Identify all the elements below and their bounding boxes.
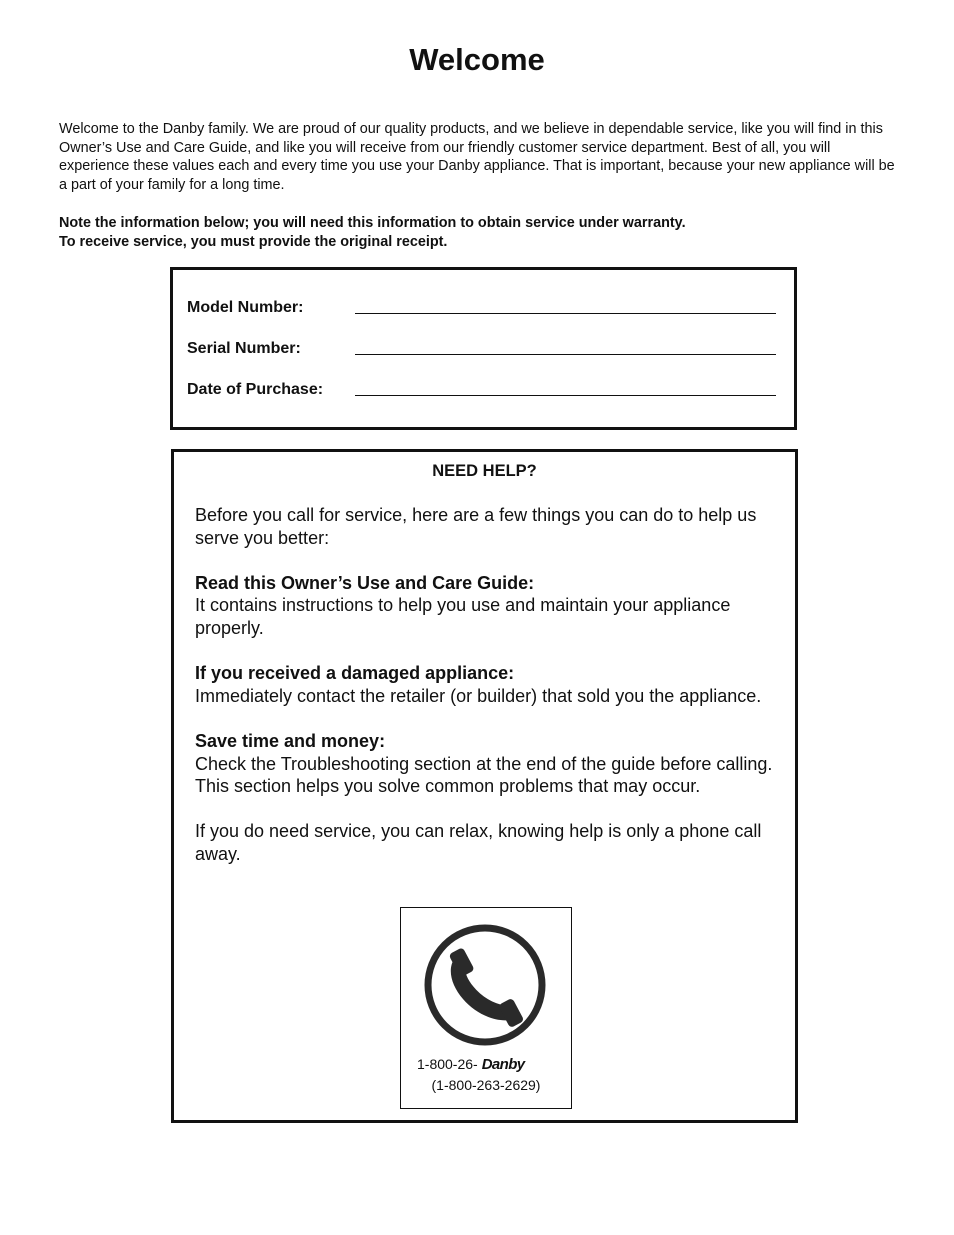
date-of-purchase-row xyxy=(187,378,776,402)
save-time-section xyxy=(195,730,785,798)
phone-icon xyxy=(423,923,547,1047)
save-time-heading: Save time and money: xyxy=(195,730,386,751)
read-guide-section xyxy=(195,572,785,640)
warranty-note-line: Note the information below; you will need this information to obtain service under warranty. xyxy=(59,215,686,231)
model-number-row xyxy=(187,296,776,320)
read-guide-text: It contains instructions to help you use and maintain your appliance properly. xyxy=(195,595,731,638)
damaged-appliance-heading: If you received a damaged appliance: xyxy=(195,663,515,684)
need-help-box xyxy=(171,449,798,1123)
damaged-appliance-section xyxy=(195,662,785,707)
help-closing: If you do need service, you can relax, knowing help is only a phone call away. xyxy=(195,821,762,864)
read-guide-heading: Read this Owner’s Use and Care Guide: xyxy=(195,572,535,593)
need-help-body xyxy=(195,504,785,888)
page-title: Welcome xyxy=(409,42,545,77)
help-intro: Before you call for service, here are a few things you can do to help us serve you better: xyxy=(195,505,757,548)
phone-prefix: 1-800-26- xyxy=(417,1056,478,1072)
phone-contact-box xyxy=(400,907,572,1109)
serial-number-row xyxy=(187,337,776,361)
phone-number[interactable]: (1-800-263-2629) xyxy=(431,1077,541,1093)
receipt-note-line: To receive service, you must provide the original receipt. xyxy=(59,233,448,250)
welcome-paragraph: Welcome to the Danby family. We are proud of our quality products, and we believe in dependable service, like you will find in this Owner’s Use and Care Guide, and like you will receive from our friendly customer service department. Best of all, you will experience these values each and every time you use your Danby appliance. That is important, because your new appliance will be a part of your family for a long time. xyxy=(59,121,895,193)
model-number-label: Model Number: xyxy=(187,299,304,316)
date-of-purchase-label: Date of Purchase: xyxy=(187,381,324,398)
serial-number-label: Serial Number: xyxy=(187,340,301,357)
danby-logo: Danby xyxy=(481,1056,525,1073)
phone-vanity-number xyxy=(417,1055,525,1074)
need-help-title: NEED HELP? xyxy=(432,462,537,480)
product-info-box xyxy=(170,267,797,430)
save-time-text: Check the Troubleshooting section at the end of the guide before calling. This section helps you solve common problems that may occur. xyxy=(195,753,773,797)
damaged-appliance-text: Immediately contact the retailer (or builder) that sold you the appliance. xyxy=(195,685,762,706)
date-of-purchase-field[interactable] xyxy=(355,395,776,396)
warranty-note xyxy=(59,214,899,251)
model-number-field[interactable] xyxy=(355,313,776,314)
serial-number-field[interactable] xyxy=(355,354,776,355)
